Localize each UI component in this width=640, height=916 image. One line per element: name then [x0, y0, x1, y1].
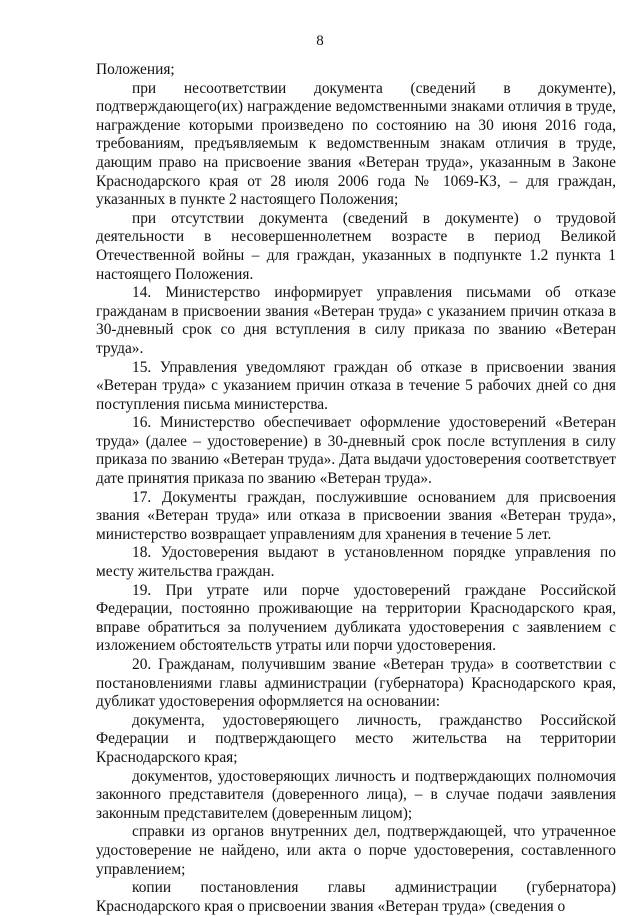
paragraph-police-certificate: справки из органов внутренних дел, подтверждающей, что утраченное удостоверение не найдено, или акта о порче удостоверения, составленного управлением;: [96, 823, 616, 878]
paragraph-nonconformity-document: при несоответствии документа (сведений в документе), подтверждающего(их) награждение ведомственными знаками отличия в труде, награждение которыми произведено по состоянию на 30 июня 2016 года, требованиям, предъявляемым к ведомственным знакам отличия в труде, дающим право на присвоение звания «Ветеран труда», указанным в Законе Краснодарского края от 28 июля 2006 года № 1069-КЗ, – для граждан, указанных в пункте 2 настоящего Положения;: [96, 79, 616, 209]
paragraph-item-18: 18. Удостоверения выдают в установленном порядке управления по месту жительства граждан.: [96, 544, 616, 581]
document-body: [96, 61, 616, 916]
paragraph-identity-document: документа, удостоверяющего личность, гражданство Российской Федерации и подтверждающего место жительства на территории Краснодарского края;: [96, 711, 616, 766]
paragraph-resolution-copy: копии постановления главы администрации (губернатора) Краснодарского края о присвоении звания «Ветеран труда» (сведения о: [96, 879, 616, 915]
page-number: 8: [316, 33, 324, 49]
paragraph-item-17: 17. Документы граждан, послужившие основанием для присвоения звания «Ветеран труда» или отказа в присвоении звания «Ветеран труда», министерство возвращает управлениям для хранения в течение 5 лет.: [96, 488, 616, 543]
paragraph-representative-documents: документов, удостоверяющих личность и подтверждающих полномочия законного представителя (доверенного лица), – в случае подачи заявления законным представителем (доверенным лицом);: [96, 767, 616, 822]
paragraph-item-16: 16. Министерство обеспечивает оформление удостоверений «Ветеран труда» (далее – удостоверение) в 30-дневный срок после вступления в силу приказа по званию «Ветеран труда». Дата выдачи удостоверения соответствует дате принятия приказа по званию «Ветеран труда».: [96, 414, 616, 488]
paragraph-item-19: 19. При утрате или порче удостоверений граждане Российской Федерации, постоянно проживающие на территории Краснодарского края, вправе обратиться за получением дубликата удостоверения с заявлением с изложением обстоятельств утраты или порчи удостоверения.: [96, 581, 616, 655]
paragraph-item-15: 15. Управления уведомляют граждан об отказе в присвоении звания «Ветеран труда» с указанием причин отказа в течение 5 рабочих дней со дня поступления письма министерства.: [96, 358, 616, 413]
paragraph-missing-document: при отсутствии документа (сведений в документе) о трудовой деятельности в несовершеннолетнем возрасте в период Великой Отечественной войны – для граждан, указанных в подпункте 1.2 пункта 1 настоящего Положения.: [96, 209, 616, 283]
paragraph-item-20: 20. Гражданам, получившим звание «Ветеран труда» в соответствии с постановлениями главы администрации (губернатора) Краснодарского края, дубликат удостоверения оформляется на основании:: [96, 656, 616, 711]
paragraph-continuation: Положения;: [96, 61, 175, 78]
paragraph-item-14: 14. Министерство информирует управления письмами об отказе гражданам в присвоении звания «Ветеран труда» с указанием причин отказа в 30-дневный срок со дня вступления в силу приказа по званию «Ветеран труда».: [96, 284, 616, 357]
